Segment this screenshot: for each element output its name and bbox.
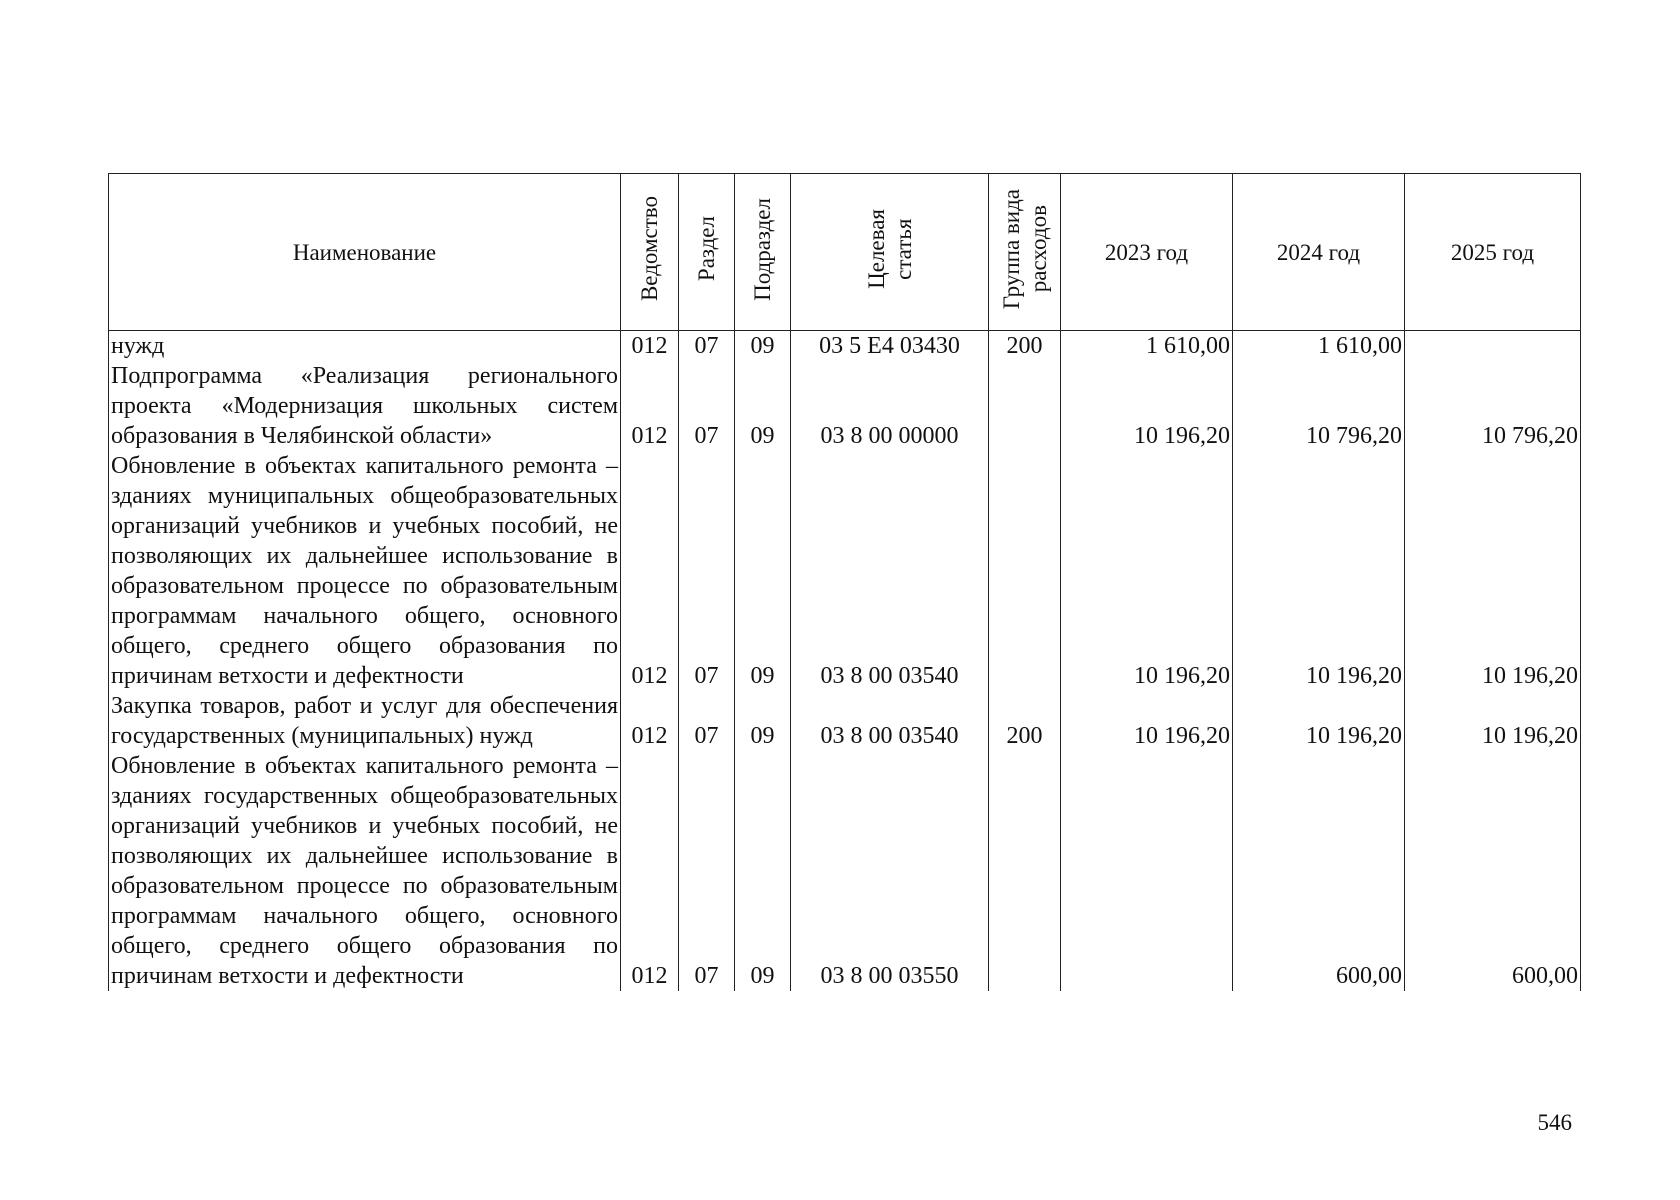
row-razdel: 07	[679, 751, 735, 991]
row-razdel: 07	[679, 331, 735, 362]
row-gruppa	[989, 451, 1061, 691]
row-2025: 600,00	[1405, 751, 1581, 991]
header-razdel: Раздел	[679, 174, 735, 331]
header-tselevaya-statya: Целевая статья	[791, 174, 989, 331]
header-2024: 2024 год	[1233, 174, 1405, 331]
row-podrazdel: 09	[735, 751, 791, 991]
row-podrazdel: 09	[735, 361, 791, 451]
budget-table	[108, 173, 1581, 991]
row-2024: 600,00	[1233, 751, 1405, 991]
row-gruppa	[989, 361, 1061, 451]
row-2023: 1 610,00	[1061, 331, 1233, 362]
table-row	[109, 331, 1581, 362]
header-2025: 2025 год	[1405, 174, 1581, 331]
row-2024: 10 196,20	[1233, 691, 1405, 751]
page-number: 546	[1537, 1110, 1572, 1135]
row-2025: 10 196,20	[1405, 691, 1581, 751]
header-name: Наименование	[109, 174, 621, 331]
row-2023	[1061, 751, 1233, 991]
row-name: Обновление в объектах капитального ремонта – зданиях государственных общеобразовательных организаций учебников и учебных пособий, не позволяющих их дальнейшее использование в образовательном процессе по образовательным программам начального общего, основного общего, среднего общего образования по причинам ветхости и дефектности	[109, 751, 621, 991]
row-2025: 10 196,20	[1405, 451, 1581, 691]
row-2025	[1405, 331, 1581, 362]
row-name: нужд	[109, 331, 621, 362]
row-2025: 10 796,20	[1405, 361, 1581, 451]
row-gruppa: 200	[989, 691, 1061, 751]
header-podrazdel: Подраздел	[735, 174, 791, 331]
table-row	[109, 751, 1581, 991]
row-razdel: 07	[679, 691, 735, 751]
row-2023: 10 196,20	[1061, 451, 1233, 691]
row-2024: 1 610,00	[1233, 331, 1405, 362]
row-name: Подпрограмма «Реализация регионального проекта «Модернизация школьных систем образования в Челябинской области»	[109, 361, 621, 451]
row-tselevaya-statya: 03 8 00 03540	[791, 451, 989, 691]
header-vedomstvo: Ведомство	[621, 174, 679, 331]
header-2023: 2023 год	[1061, 174, 1233, 331]
row-vedomstvo: 012	[621, 361, 679, 451]
row-razdel: 07	[679, 451, 735, 691]
row-vedomstvo: 012	[621, 691, 679, 751]
row-gruppa: 200	[989, 331, 1061, 362]
header-gruppa-vida-raskhodov: Группа вида расходов	[989, 174, 1061, 331]
row-2023: 10 196,20	[1061, 691, 1233, 751]
row-vedomstvo: 012	[621, 451, 679, 691]
row-tselevaya-statya: 03 8 00 00000	[791, 361, 989, 451]
row-tselevaya-statya: 03 5 Е4 03430	[791, 331, 989, 362]
row-podrazdel: 09	[735, 691, 791, 751]
row-2023: 10 196,20	[1061, 361, 1233, 451]
row-razdel: 07	[679, 361, 735, 451]
row-tselevaya-statya: 03 8 00 03540	[791, 691, 989, 751]
row-name: Закупка товаров, работ и услуг для обеспечения государственных (муниципальных) нужд	[109, 691, 621, 751]
table-row	[109, 451, 1581, 691]
row-2024: 10 196,20	[1233, 451, 1405, 691]
row-gruppa	[989, 751, 1061, 991]
table-row	[109, 361, 1581, 451]
table-header-row	[109, 174, 1581, 331]
row-podrazdel: 09	[735, 451, 791, 691]
row-tselevaya-statya: 03 8 00 03550	[791, 751, 989, 991]
row-vedomstvo: 012	[621, 751, 679, 991]
table-row	[109, 691, 1581, 751]
row-name: Обновление в объектах капитального ремонта – зданиях муниципальных общеобразовательных организаций учебников и учебных пособий, не позволяющих их дальнейшее использование в образовательном процессе по образовательным программам начального общего, основного общего, среднего общего образования по причинам ветхости и дефектности	[109, 451, 621, 691]
row-2024: 10 796,20	[1233, 361, 1405, 451]
row-vedomstvo: 012	[621, 331, 679, 362]
row-podrazdel: 09	[735, 331, 791, 362]
